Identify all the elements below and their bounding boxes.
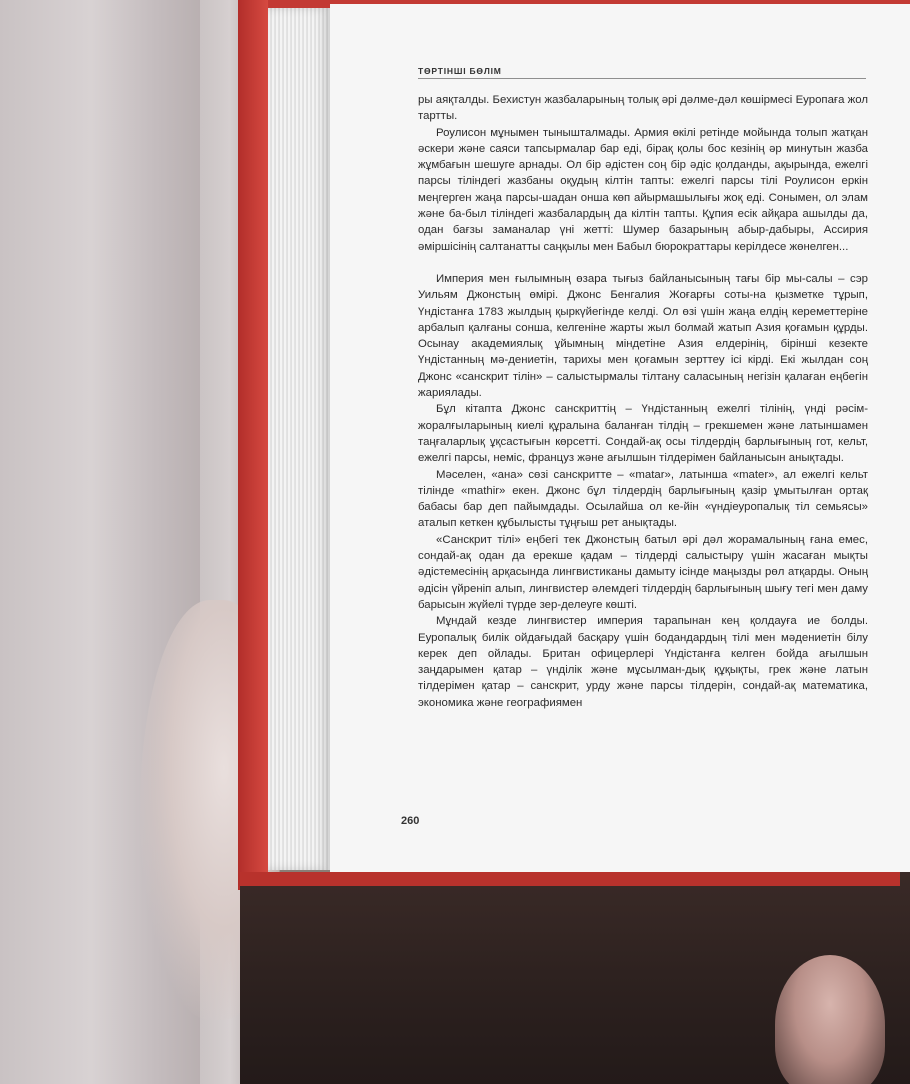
paragraph: Империя мен ғылымның өзара тығыз байланысының тағы бір мы-салы – сэр Уильям Джонстың өмірі. Джонс Бенгалия Жоғарғы соты-на қызметке тұрып, Үндістанға 1783 жылдың қыркүйегінде келді. Ол өзі үшін жаңа елдің кереметтеріне арбалып қалғаны сонша, келгеніне жарты жыл болмай жатып Азия қоғамын құрды. Осынау академиялық ұйымның міндетіне Азия елдерінің, бірінші кезекте Үндістанның мә-дениетін, тарихы мен қоғамын зерттеу ісі кірді. Екі жылдан соң Джонс «санскрит тілін» – салыстырмалы тілтану саласының негізін қалаған еңбегін жариялады.	[418, 272, 868, 400]
paragraph: Роулисон мұнымен тынышталмады. Армия өкілі ретінде мойында толып жатқан әскери және саяси тапсырмалар бар еді, бірақ қолы бос кезінің әр минутын жазба жұмбағын шешуге арнады. Ол бір әдістен соң бір әдіс қолданды, ақырында, ежелгі парсы тіліндегі жазбаны оқудың кілтін тапты: ежелгі парсы тілі Роулисон еркін меңгерген жаңа парсы-шадан онша көп айырмашылығы жоқ еді. Сонымен, ол элам және ба-был тіліндегі жазбалардың да кілтін тапты. Құпия есік айқара ашылды да, одан бағзы заманалар үні жетті: Шумер базарының абыр-дабыры, Ассирия әміршісінің салтанатты саңқылы мен Бабыл бюрократтары керілдесе жөнелген...	[418, 126, 868, 253]
book-cover-bottom-edge	[240, 872, 900, 886]
paragraph: Бұл кітапта Джонс санскриттің – Үндістанның ежелгі тілінің, үнді рәсім-жоралғыларының киелі құралына баланған тілдің – грекшемен және латыншамен таңғаларлық ұқсастығын көрсетті. Сондай-ақ осы тілдердің барлығының гот, кельт, ежелгі парсы, неміс, француз және ағылшын тілдерімен байланысын анықтады.	[418, 403, 868, 465]
chapter-header: ТӨРТІНШІ БӨЛІМ	[418, 66, 502, 76]
page-stack-edges	[268, 8, 330, 870]
paragraph: ры аяқталды. Бехистун жазбаларының толық әрі дәлме-дәл көшірмесі Еуропаға жол тартты.	[418, 94, 868, 123]
paragraph: Мұндай кезде лингвистер империя тарапынан кең қолдауға ие болды. Еуропалық билік ойдағыдай басқару үшін бодандардың тілі мен мәдениетін білу керек деп ойлады. Британ офицерлері Үндістанға келген бойда ағылшын заңдарымен қатар – үнділік және мұсылман-дық құқықты, грек және латын тілдерімен қатар – санскрит, урду және парсы тілдерін, сондай-ақ математика, экономика және географиямен	[418, 615, 868, 709]
header-rule	[418, 78, 866, 79]
fingertip	[775, 955, 885, 1084]
page-text	[418, 92, 868, 711]
paragraph: «Санскрит тілі» еңбегі тек Джонстың батыл әрі дәл жорамалының ғана емес, сондай-ақ одан да ерекше қадам – тілдерді салыстыру үшін жасаған мықты әдістемесінің арқасында лингвистиканы дамыту ісінде маңызды рөл атқарды. Оның әдісін үйреніп алып, лингвистер әлемдегі тілдердің барлығының шығу тегі мен даму барысын жүйелі түрде зер-делеуге көшті.	[418, 533, 868, 611]
book-cover-left-edge	[238, 0, 268, 890]
paragraph: Мәселен, «ана» сөзі санскритте – «matar», латынша «mater», ал ежелгі кельт тілінде «mathir» екен. Джонс бұл тілдердің барлығының қазір ұмытылған ортақ бабасы бар деп пайымдады. Осылайша ол ке-йін «үндіеуропалық тіл семьясы» аталып кеткен құбылысты тұңғыш рет анықтады.	[418, 468, 868, 530]
page-number: 260	[401, 815, 420, 827]
